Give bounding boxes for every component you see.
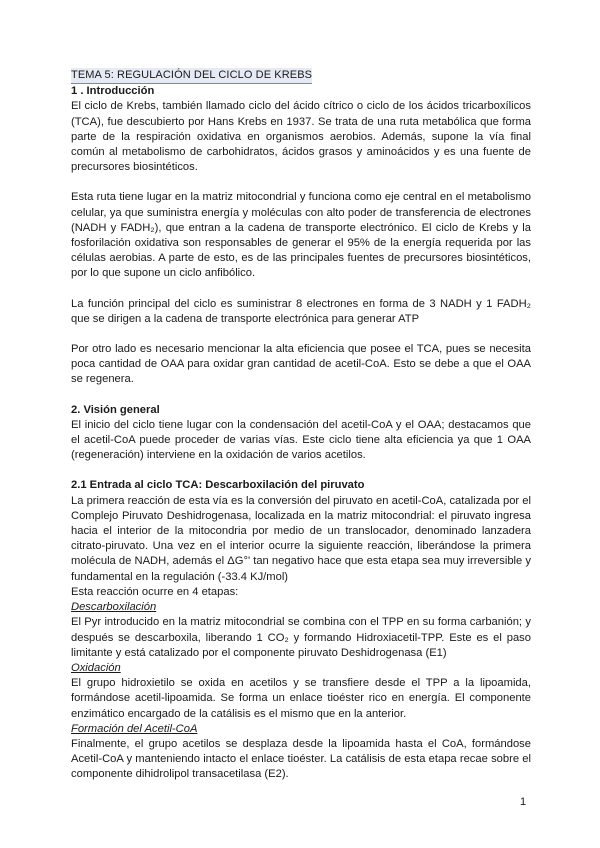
subheading-oxidacion: Oxidación [71,661,121,674]
section-1-paragraph-2: Esta ruta tiene lugar en la matriz mitocondrial y funciona como eje central en el metabolismo celular, ya que suministra energía y moléculas con alto poder de transferencia de electrones (NADH y FADH₂), que entran a la cadena de transporte electrónico. El ciclo de Krebs y la fosforilación oxidativa son responsables de generar el 95% de la energía requerida por las células aerobias. A parte de esto, es de las principales fuentes de precursores biosintéticos, por lo que supone un ciclo anfibólico. [71,191,531,280]
section-2-1-heading: 2.1 Entrada al ciclo TCA: Descarboxilación del piruvato [71,479,365,492]
descarboxilacion-text: El Pyr introducido en la matriz mitocondrial se combina con el TPP en su forma carbanión; y después se descarboxila, liberando 1 CO₂ y formando Hidroxiacetil-TPP. Este es el paso limitante y está catalizado por el componente piruvato Deshidrogenasa (E1) [71,616,531,659]
page-number: 1 [520,796,527,808]
oxidacion-text: El grupo hidroxietilo se oxida en acetilos y se transfiere desde el TPP a la lipoamida, formándose acetil-lipoamida. Se forma un enlace tioéster rico en energía. El componente enzimático encargado de la catálisis es el mismo que en la anterior. [71,677,531,720]
formacion-acetil-coa-text: Finalmente, el grupo acetilos se desplaza desde la lipoamida hasta el CoA, formándose Acetil-CoA y manteniendo intacto el enlace tioéster. La catálisis de esta etapa recae sobre el componente dihidrolipol transacetilasa (E2). [71,737,531,781]
subheading-descarboxilacion: Descarboxilación [71,601,157,614]
section-1-paragraph-1: El ciclo de Krebs, también llamado ciclo del ácido cítrico o ciclo de los ácidos tricarboxílicos (TCA), fue descubierto por Hans Krebs en 1937. Se trata de una ruta metabólica que forma parte de la respiración oxidativa en organismos aerobios. Además, supone la vía final común al metabolismo de carbohidratos, ácidos grasos y aminoácidos y es una fuente de precursores biosintéticos. [71,100,531,174]
section-2-heading: 2. Visión general [71,403,160,416]
section-2-paragraph-1: El inicio del ciclo tiene lugar con la condensación del acetil-CoA y el OAA; destacamos que el acetil-CoA puede proceder de varias vías. Este ciclo tiene alta eficiencia ya que 1 OAA (regeneración) interviene en la oxidación de varios acetilos. [71,418,531,462]
subheading-formacion-acetil-coa: Formación del Acetil-CoA [71,722,198,735]
section-1-paragraph-3: La función principal del ciclo es suministrar 8 electrones en forma de 3 NADH y 1 FADH₂ que se dirigen a la cadena de transporte electrónica para generar ATP [71,297,531,325]
section-1-paragraph-4: Por otro lado es necesario mencionar la alta eficiencia que posee el TCA, pues se necesita poca cantidad de OAA para oxidar gran cantidad de acetil-CoA. Esto se debe a que el OAA se regenera. [71,343,531,386]
section-2-1-paragraph-1: La primera reacción de esta vía es la conversión del piruvato en acetil-CoA, catalizada por el Complejo Piruvato Deshidrogenasa, localizada en la matriz mitocondrial: el piruvato ingresa hacia el interior de la mitocondria por medio de un translocador, denominado lanzadera citrato-piruvato. Una vez en el interior ocurre la siguiente reacción, liberándose la primera molécula de NADH, además el ΔG°' tan negativo hace que esta etapa sea muy irreversible y fundamental en la regulación (-33.4 KJ/mol) [71,494,531,583]
document-body [71,68,531,783]
document-title: TEMA 5: REGULACIÓN DEL CICLO DE KREBS [71,68,312,84]
section-2-1-paragraph-2: Esta reacción ocurre en 4 etapas: [71,585,239,598]
section-1-heading: 1 . Introducción [71,85,155,98]
